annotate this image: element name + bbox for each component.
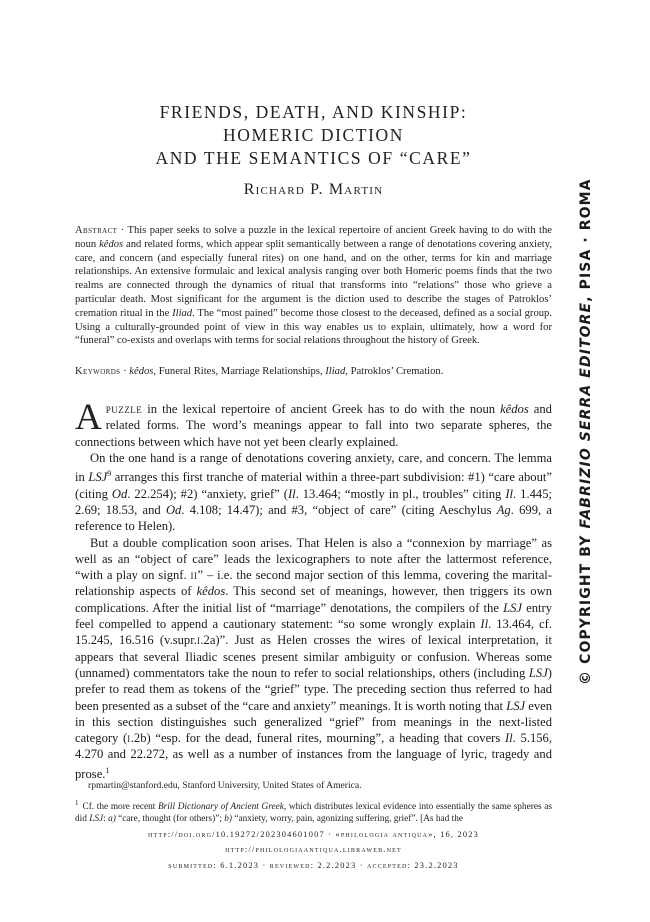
work-abbrev: LSJ — [506, 698, 526, 713]
numeral: ii — [190, 568, 198, 583]
paragraph-text: puzzle — [105, 402, 143, 416]
paragraph-text: . 5.156, 4.270 and 22.272, as well as a number of instances from the language of lyric, tragedy and prose. — [75, 731, 552, 781]
footnote-text: Cf. the more recent — [82, 802, 158, 813]
abstract-term: kêdos — [99, 238, 124, 250]
drop-cap: A — [75, 397, 102, 438]
paragraph-text: in the lexical repertoire of ancient Greek has to do with the noun — [142, 402, 501, 416]
work-abbrev: LSJ — [528, 665, 548, 680]
footnote-mark: 1 — [75, 799, 79, 807]
paragraph-text: ) prefer to read them as tokens of the “grief” type. The preceding section thus referred to had been presented as a subset of the “care and anxiety” meanings. It is worth noting that — [75, 665, 552, 713]
paragraph-text: . 1.445; 2.69; 18.53, and — [75, 486, 552, 517]
paragraph-1 — [75, 397, 552, 450]
work-abbrev: Il — [480, 617, 489, 632]
paragraph-text: even in this section distinguishes such generalized “grief” from meanings in the next-listed category ( — [75, 698, 553, 746]
work-abbrev: LSJ — [503, 600, 522, 615]
paragraph-text: But a double complication soon arises. That Helen is also a “connexion by marriage” as well as an “object of care” leads the lexicographers to note after the lattermost reference, “with a play on signf. — [75, 535, 552, 583]
footer-doi[interactable]: http://doi.org/10.19272/202304601007 · «philologia antiqua», 16, 2023 — [147, 830, 480, 839]
paragraph-text: .2b) “esp. for the dead, funeral rites, mourning”, a heading that covers — [130, 731, 505, 746]
paragraph-text: and related forms. The word’s meanings appear to fall into two separate spheres, the connections between which have not yet been clearly explained. — [75, 402, 552, 449]
title-line-3: AND THE SEMANTICS OF “CARE” — [155, 148, 472, 168]
keyword-text: , Funeral Rites, Marriage Relationships, — [153, 366, 326, 377]
work-abbrev: Il — [287, 486, 296, 501]
work-abbrev: LSJ — [88, 470, 108, 485]
footnote-text: “care, thought (for others)”; — [115, 814, 225, 825]
superscript: 9 — [107, 469, 112, 479]
paragraph-text: ” – i.e. the second major section of this lemma, covering the marital-relationship aspects of — [75, 568, 552, 599]
abstract-text: and related forms, which appear split semantically between a range of denotations covering anxiety, care, and concern (and especially funeral rites) on one hand, and on the other, terms for kin and marriage relationships. An extensive formulaic and lexical analysis ranging over both Homeric poems finds that the two realms are connected through the dynamics of ritual that transforms into “relations” those who grieve a particular death. Most significant for the argument is the diction used to describe the stages of Patroklos’ cremation ritual in the — [75, 238, 552, 319]
article-body — [75, 397, 553, 782]
work-abbrev: LSJ — [89, 814, 104, 825]
title-line-1: FRIENDS, DEATH, AND KINSHIP: — [159, 102, 468, 122]
paragraph-text: . 699, a reference to Helen). — [75, 502, 552, 534]
footnote-text: “anxiety, worry, pain, agonizing suffering, grief”. [As had the — [232, 814, 463, 825]
paragraph-3 — [75, 535, 552, 783]
paragraph-text: entry feel compelled to append a cautionary statement: “so some wrongly explain — [75, 600, 553, 632]
term: kêdos — [500, 402, 529, 416]
paragraph-2 — [75, 450, 552, 535]
abstract — [75, 224, 552, 348]
footnote-item-label: a) — [108, 814, 116, 825]
abstract-text: . The “most pained” become those closest to the deceased, defined as a social group. Using a culturally-grounded point of view in this way enables us to explain, ultimately, how a word for “funeral” co-exists and overlaps with terms for social relations throughout the history of Greek. — [75, 307, 552, 347]
paragraph-text: . 22.254); #2) “anxiety, grief” ( — [127, 486, 288, 501]
work-abbrev: Od — [165, 502, 182, 517]
work-abbrev: Ag — [496, 502, 511, 517]
paragraph-text: . 13.464; “mostly in pl., troubles” citing — [295, 486, 506, 501]
footnote-text: : — [103, 814, 109, 825]
footer-dates: submitted: 6.1.2023 · reviewed: 2.2.2023 · accepted: 23.2.2023 — [168, 861, 459, 870]
copyright-part: , PISA · ROMA — [578, 178, 594, 302]
keywords — [75, 365, 552, 379]
paragraph-text: . 13.464, cf. 15.245, 16.516 (v.supr. — [75, 617, 552, 648]
abstract-sep: · — [117, 225, 128, 236]
paragraph-text: On the one hand is a range of denotations covering anxiety, care, and concern. The lemma in — [75, 450, 552, 485]
paragraph-text: arranges this first tranche of material within a three-part subdivision: #1) “care about” (citing — [75, 470, 552, 501]
work-abbrev: Il — [504, 731, 513, 746]
footnote-item-label: b) — [224, 814, 233, 825]
keyword-text: , Patroklos’ Cremation. — [345, 366, 444, 377]
keywords-label: Keywords — [75, 366, 121, 377]
paragraph-text: .2a)”. Just as Helen crosses the wires of lexical interpretation, it appears that several Iliadic scenes present similar ambiguity or confusion. Whereas some (unnamed) commentators take the noun to refer to social relationships, others (including — [75, 633, 552, 680]
keywords-sep: · — [120, 366, 130, 377]
work-title: Brill Dictionary of Ancient Greek — [158, 802, 284, 813]
footnote-1 — [75, 797, 552, 825]
footnote-ref[interactable]: 1 — [105, 765, 110, 775]
publisher-name: FABRIZIO SERRA EDITORE — [578, 301, 594, 529]
term: kêdos — [196, 584, 226, 599]
paragraph-text: . This second set of meanings, however, then triggers its own complications. After the initial list of “marriage” denotations, the compilers of the — [75, 584, 552, 615]
copyright-notice — [578, 178, 608, 715]
copyright-part: © COPYRIGHT BY — [578, 528, 594, 685]
author-name: Richard P. Martin — [243, 181, 384, 198]
footer-url[interactable]: http://philologiaantiqua.libraweb.net — [225, 845, 402, 854]
author-affiliation: rpmartin@stanford.edu, Stanford University, United States of America. — [88, 780, 362, 791]
paragraph-text: . 4.108; 14.47); and #3, “object of care” (citing Aeschylus — [181, 502, 497, 517]
work-abbrev: Il — [505, 486, 514, 501]
footnote-text: , which distributes lexical evidence into essentially the same spheres as did — [75, 802, 552, 825]
work-abbrev: Od — [111, 486, 128, 501]
keyword-work-title: Iliad — [325, 366, 346, 377]
abstract-work-title: Iliad — [172, 307, 193, 319]
abstract-text: This paper seeks to solve a puzzle in the lexical repertoire of ancient Greek having to do with the noun — [75, 225, 552, 250]
numeral: i — [196, 633, 201, 648]
article-title — [75, 101, 552, 170]
copyright-text — [578, 178, 594, 685]
keyword-term: kêdos — [129, 366, 154, 377]
title-line-2: HOMERIC DICTION — [222, 125, 404, 145]
numeral: i — [127, 731, 131, 746]
abstract-label: Abstract — [75, 225, 118, 236]
